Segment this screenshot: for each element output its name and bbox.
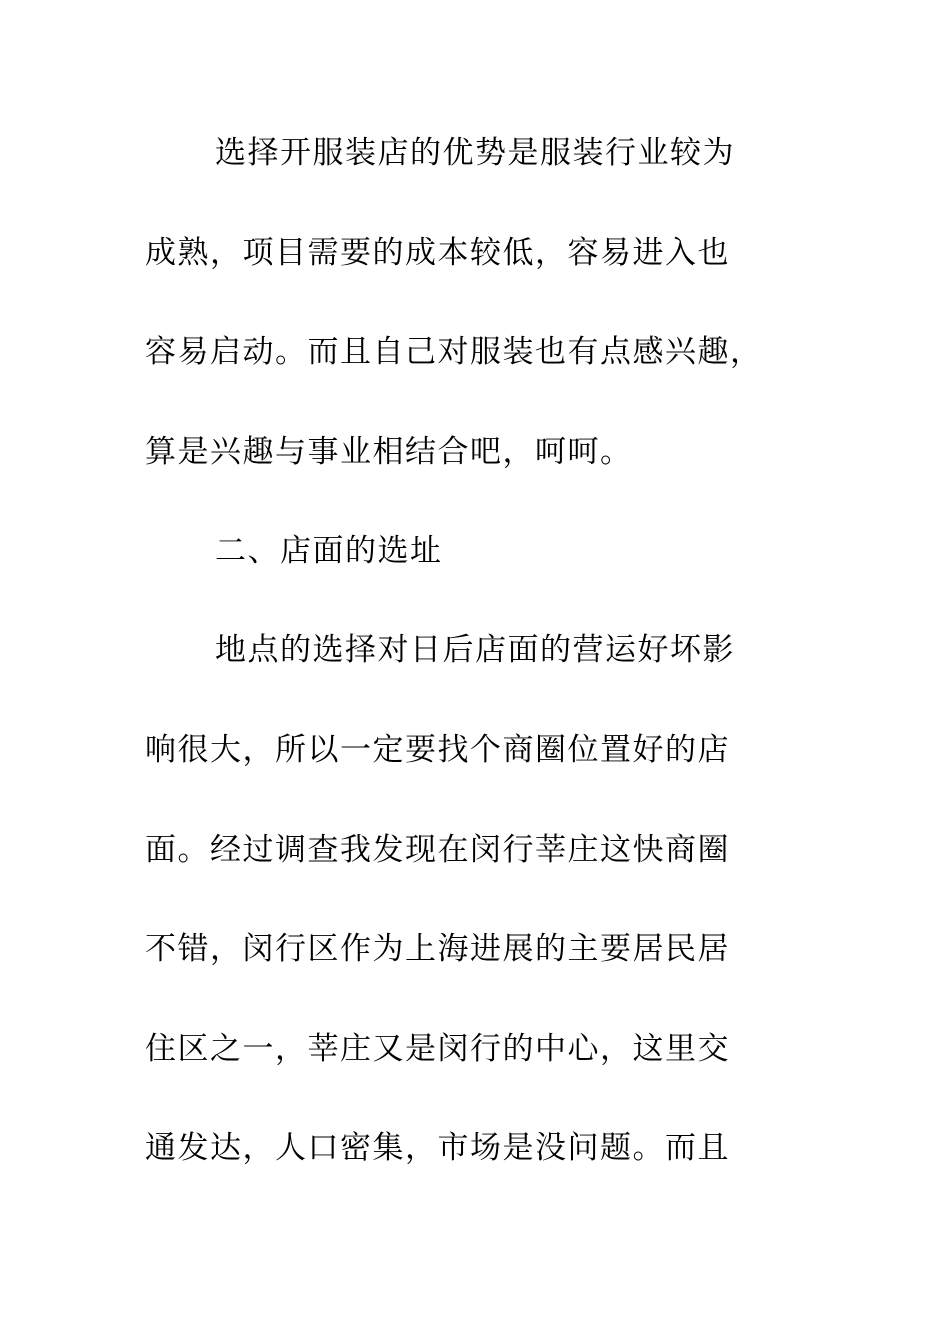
paragraph-line: 成熟，项目需要的成本较低，容易进入也 <box>145 235 730 271</box>
section-heading: 二、店面的选址 <box>215 533 443 569</box>
paragraph-line: 算是兴趣与事业相结合吧，呵呵。 <box>145 434 633 470</box>
paragraph-line: 不错，闵行区作为上海进展的主要居民居 <box>145 931 730 967</box>
paragraph-line: 响很大，所以一定要找个商圈位置好的店 <box>145 732 730 768</box>
paragraph-line: 通发达，人口密集，市场是没问题。而且 <box>145 1130 730 1166</box>
paragraph-line: 选择开服装店的优势是服装行业较为 <box>215 135 735 171</box>
paragraph-line: 地点的选择对日后店面的营运好坏影 <box>215 632 735 668</box>
paragraph-line: 住区之一，莘庄又是闵行的中心，这里交 <box>145 1031 730 1067</box>
paragraph-line: 面。经过调查我发现在闵行莘庄这快商圈 <box>145 832 730 868</box>
paragraph-line: 容易启动。而且自己对服装也有点感兴趣， <box>145 334 763 370</box>
